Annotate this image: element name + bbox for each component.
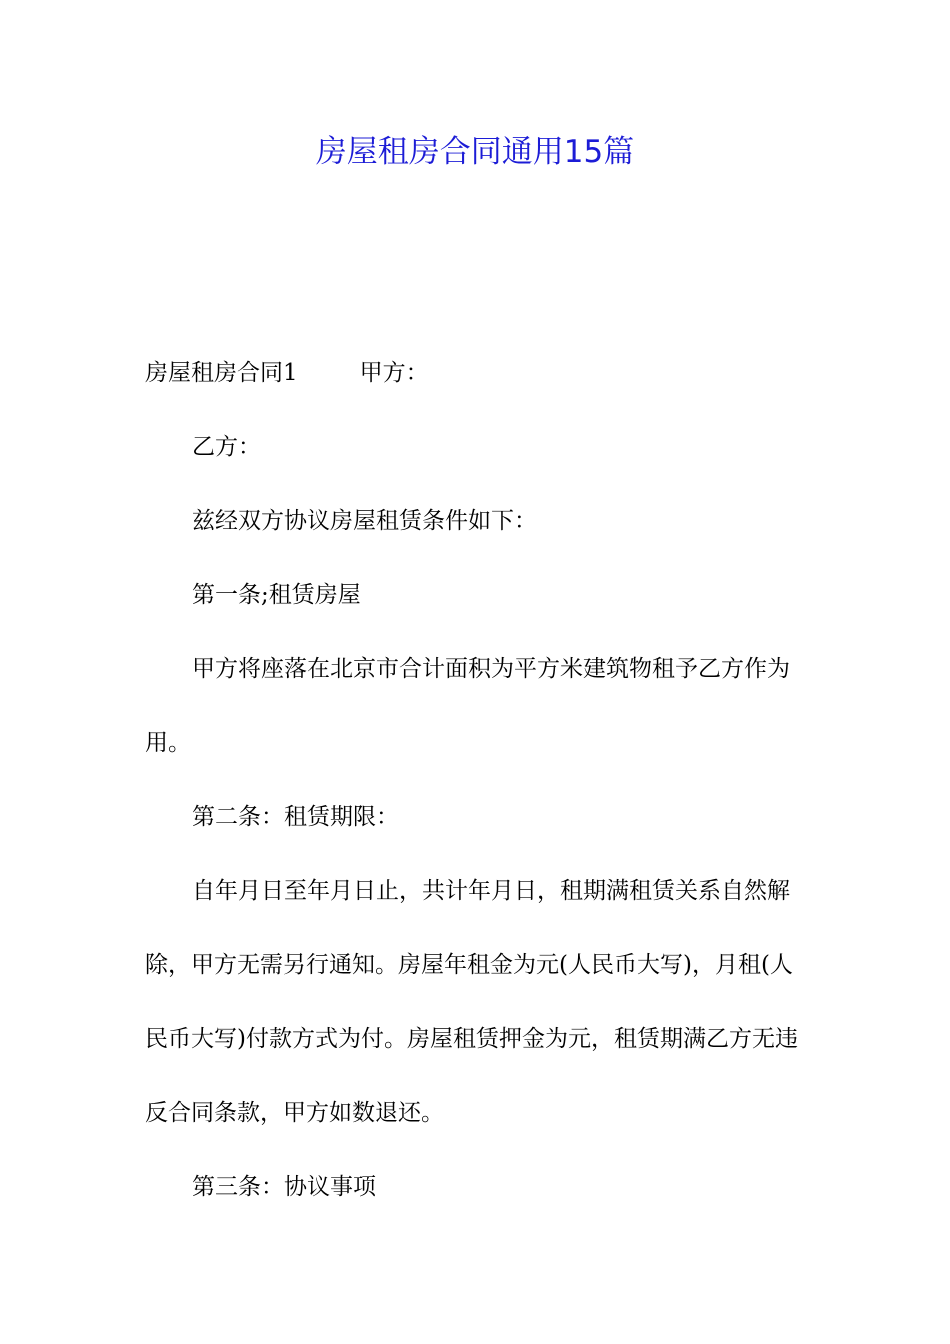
article-3-heading: 第三条：协议事项 bbox=[192, 1174, 376, 1200]
party-b-label: 乙方： bbox=[192, 434, 261, 460]
article-2-heading: 第二条：租赁期限： bbox=[192, 804, 399, 830]
contract-heading: 房屋租房合同1 bbox=[145, 360, 298, 386]
contract-heading-line bbox=[145, 336, 805, 410]
party-a-label: 甲方： bbox=[359, 360, 429, 386]
article-2-body: 自年月日至年月日止，共计年月日，租期满租赁关系自然解除，甲方无需另行通知。房屋年租金为元(人民币大写)，月租(人民币大写)付款方式为付。房屋租赁押金为元，租赁期满乙方无违反合同条款，甲方如数退还。 bbox=[145, 878, 798, 1126]
document-body bbox=[145, 336, 805, 1224]
article-1-body: 甲方将座落在北京市合计面积为平方米建筑物租予乙方作为用。 bbox=[145, 656, 790, 756]
article-1-heading: 第一条;租赁房屋 bbox=[192, 582, 361, 608]
agreement-intro: 兹经双方协议房屋租赁条件如下： bbox=[192, 508, 537, 534]
document-title: 房屋租房合同通用15篇 bbox=[315, 134, 635, 170]
